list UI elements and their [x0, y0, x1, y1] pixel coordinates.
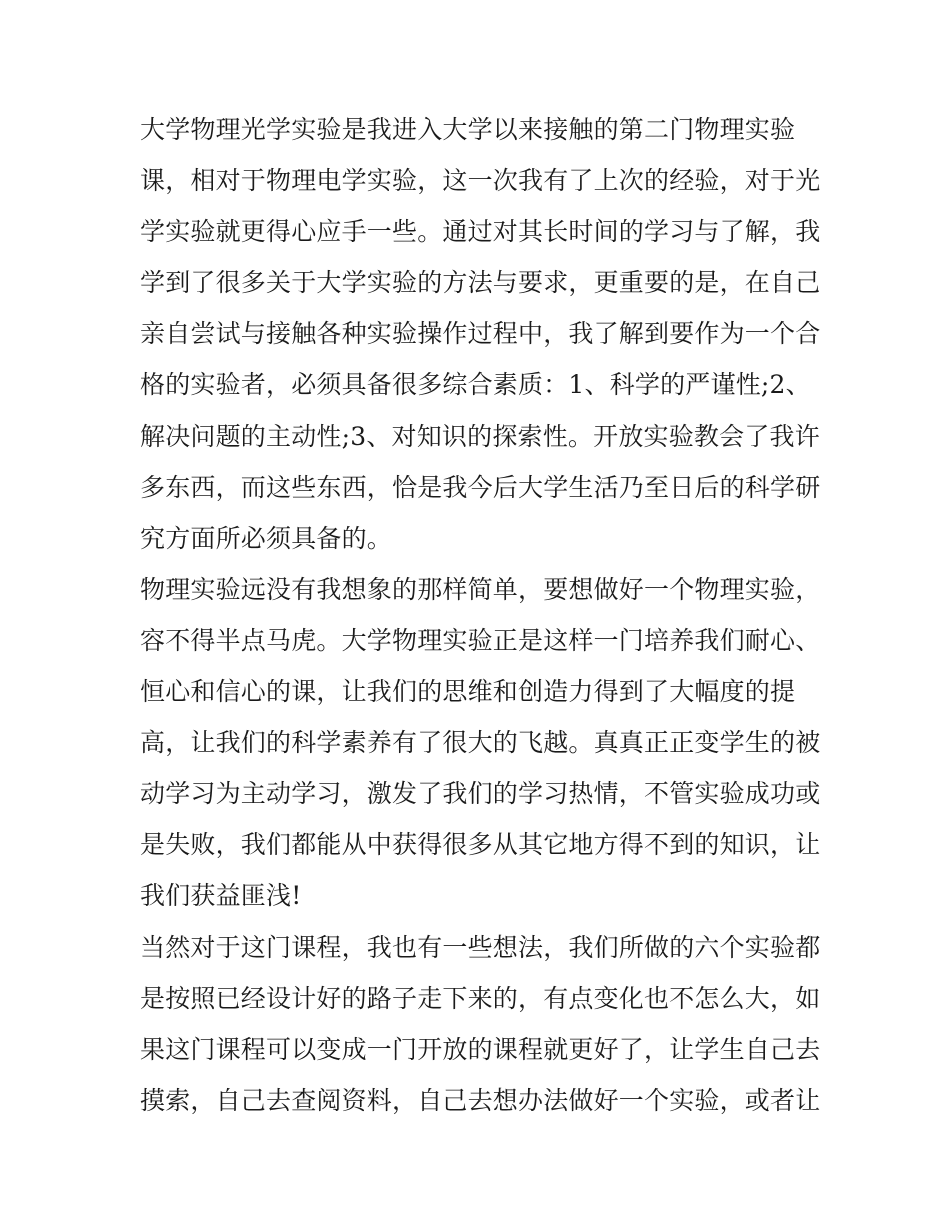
body-text: [140, 104, 821, 1126]
text-line: 是失败，我们都能从中获得很多从其它地方得不到的知识，让: [140, 830, 821, 860]
text-line: 恒心和信心的课，让我们的思维和创造力得到了大幅度的提: [140, 677, 796, 707]
text-line: 我们获益匪浅!: [140, 881, 302, 911]
text-line: 多东西，而这些东西，恰是我今后大学生活乃至日后的科学研: [140, 472, 821, 502]
text-line: 动学习为主动学习，激发了我们的学习热情，不管实验成功或: [140, 779, 821, 809]
text-line: 究方面所必须具备的。: [140, 523, 393, 553]
text-line: 容不得半点马虎。大学物理实验正是这样一门培养我们耐心、: [140, 625, 821, 655]
text-line: 当然对于这门课程，我也有一些想法，我们所做的六个实验都: [140, 932, 821, 962]
text-line: 学实验就更得心应手一些。通过对其长时间的学习与了解，我: [140, 217, 821, 247]
text-line: 是按照已经设计好的路子走下来的，有点变化也不怎么大，如: [140, 983, 821, 1013]
text-line: 课，相对于物理电学实验，这一次我有了上次的经验，对于光: [140, 166, 821, 196]
text-line: 格的实验者，必须具备很多综合素质：1、科学的严谨性;2、: [140, 370, 811, 400]
text-line: 果这门课程可以变成一门开放的课程就更好了，让学生自己去: [140, 1034, 821, 1064]
text-line: 解决问题的主动性;3、对知识的探索性。开放实验教会了我许: [140, 421, 820, 451]
text-line: 学到了很多关于大学实验的方法与要求，更重要的是，在自己: [140, 268, 821, 298]
text-line: 高，让我们的科学素养有了很大的飞越。真真正正变学生的被: [140, 728, 821, 758]
text-line: 亲自尝试与接触各种实验操作过程中，我了解到要作为一个合: [140, 319, 821, 349]
text-line: 物理实验远没有我想象的那样简单，要想做好一个物理实验，: [140, 574, 821, 604]
text-line: 摸索，自己去查阅资料，自己去想办法做好一个实验，或者让: [140, 1085, 821, 1115]
text-line: 大学物理光学实验是我进入大学以来接触的第二门物理实验: [140, 115, 796, 144]
